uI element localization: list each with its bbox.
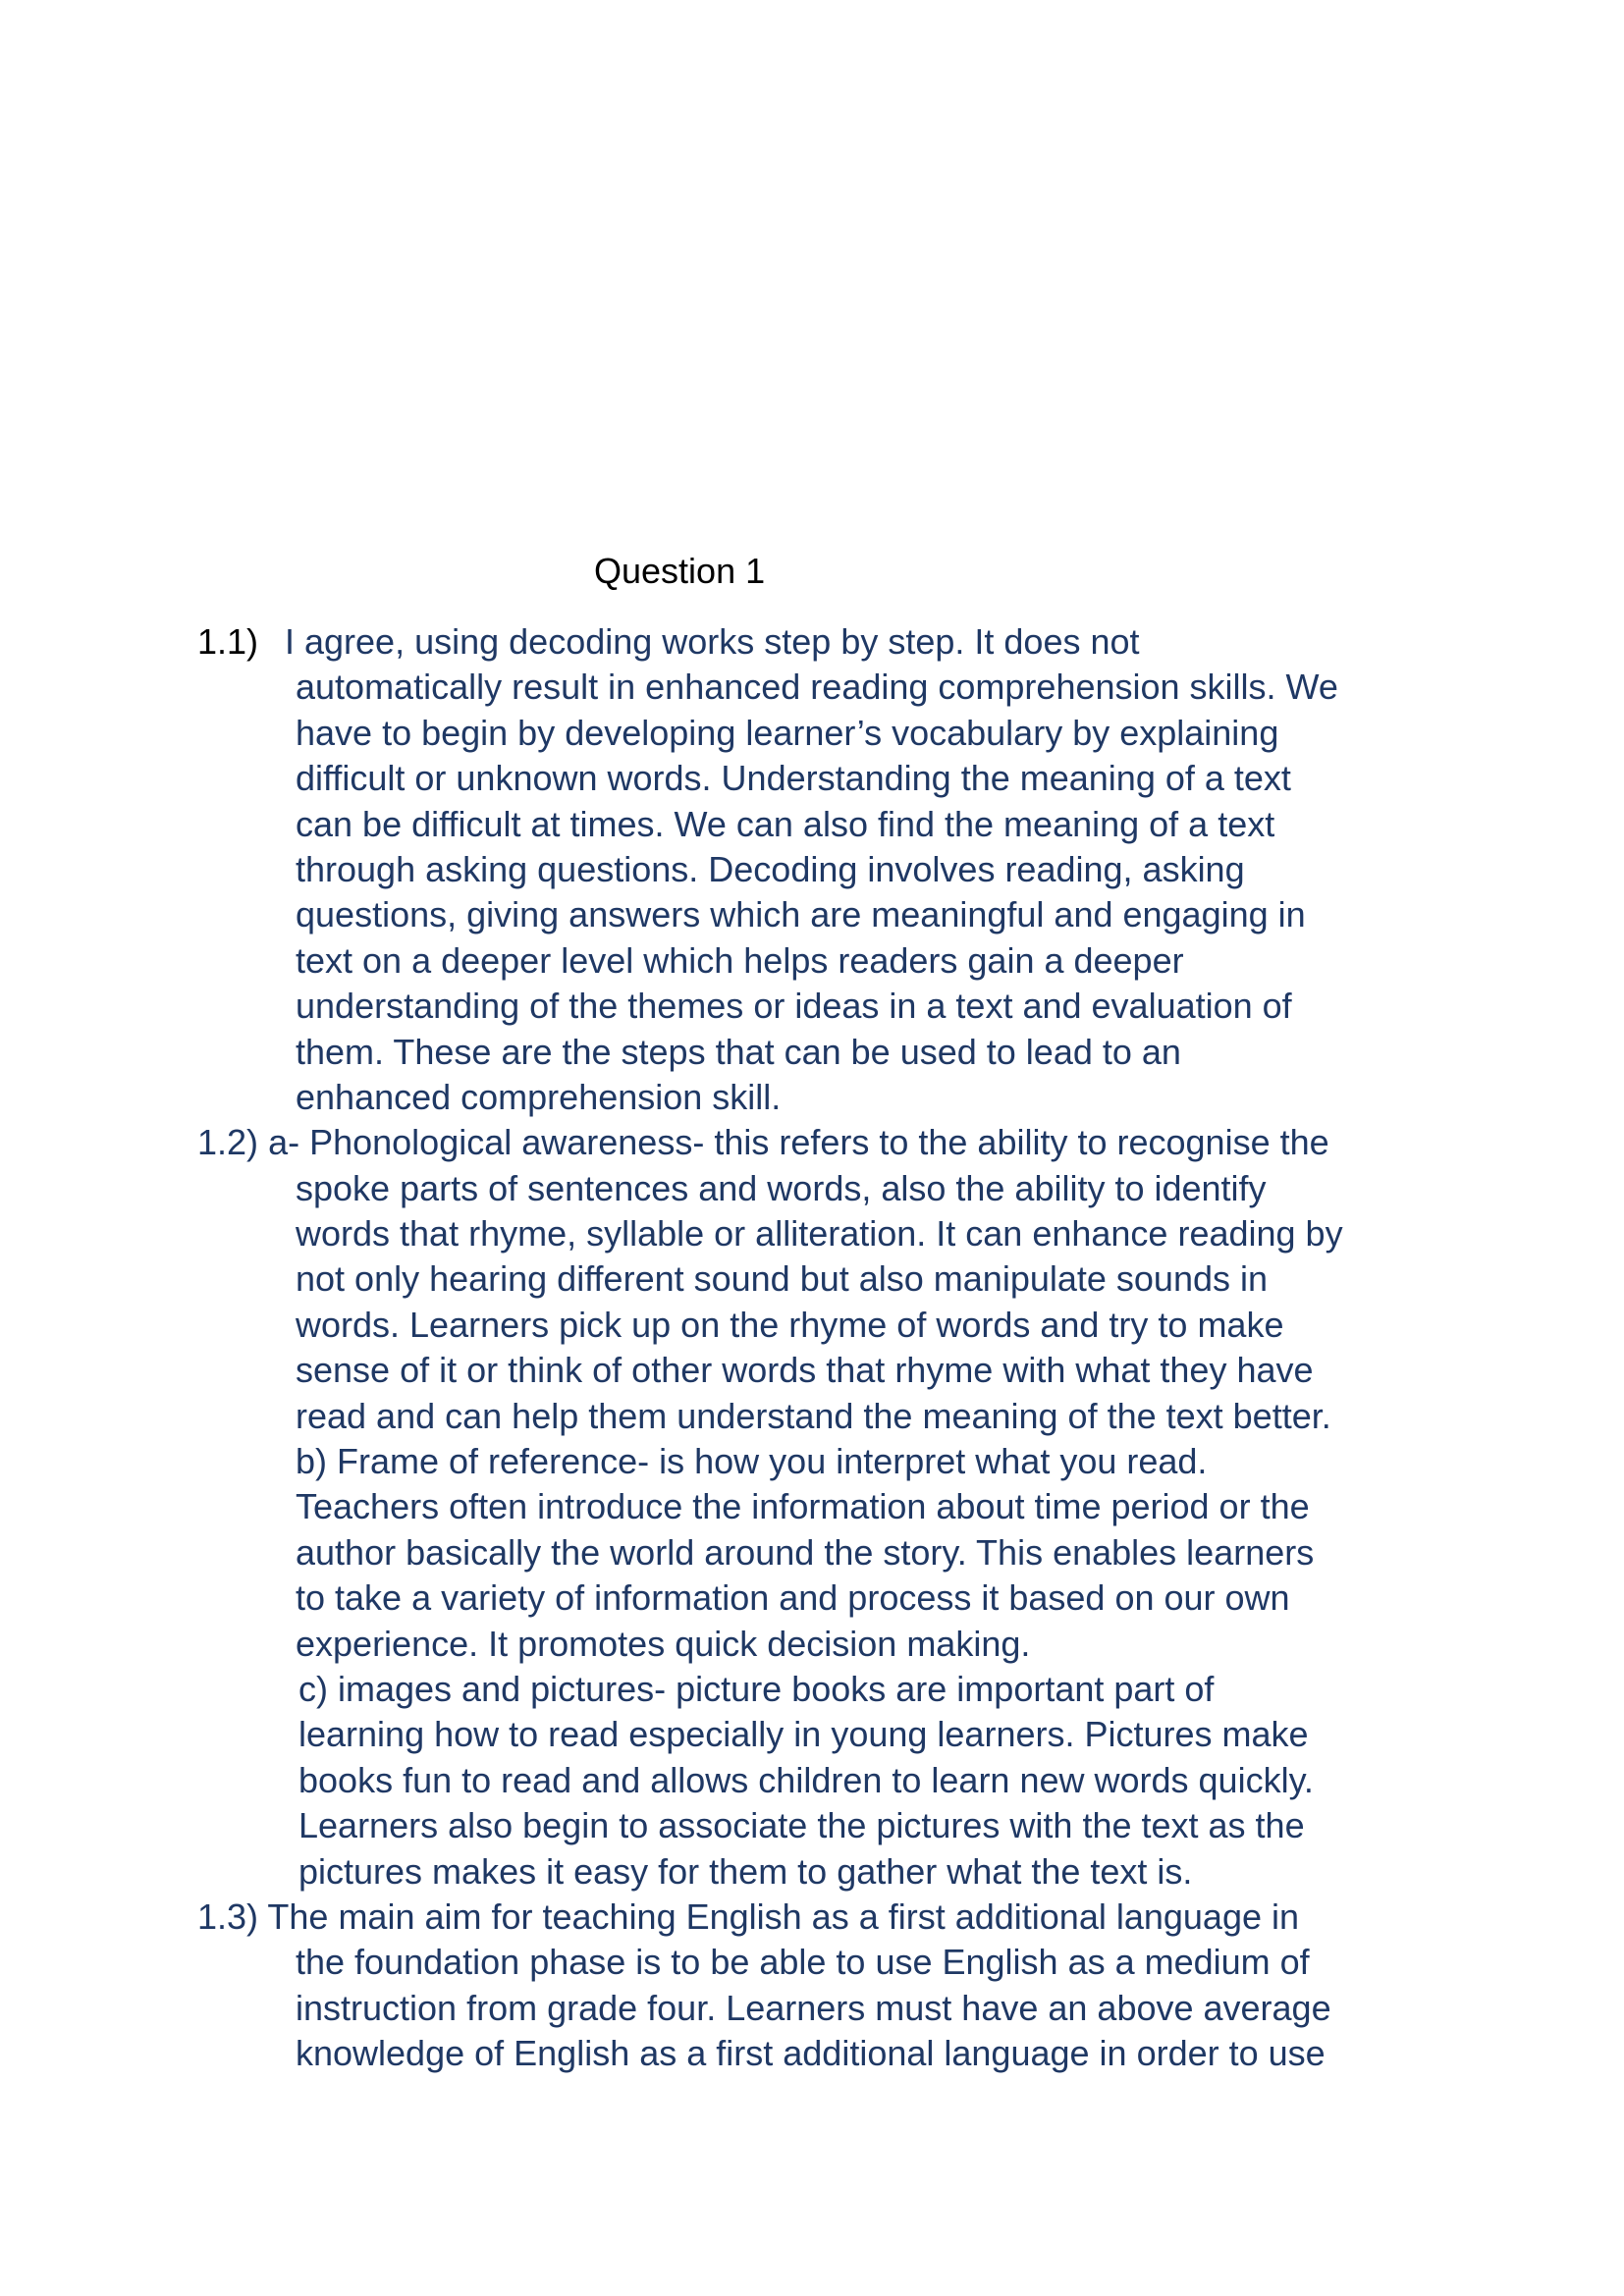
answer-1-2c-line: c) images and pictures- picture books are important part of — [298, 1668, 1215, 1709]
answer-1-2-line — [0, 1120, 1624, 1165]
answer-1-1-line: understanding of the themes or ideas in a text and evaluation of — [296, 986, 1292, 1027]
answer-1-2c-line: pictures makes it easy for them to gather what the text is. — [298, 1850, 1193, 1892]
answer-1-3-line: the foundation phase is to be able to use English as a medium of — [296, 1942, 1310, 1983]
answer-1-2-line: read and can help them understand the meaning of the text better. — [296, 1395, 1331, 1436]
answer-1-2-line: b) Frame of reference- is how you interpret what you read. — [296, 1441, 1208, 1482]
answer-text: I agree, using decoding works step by step. It does not — [285, 621, 1140, 662]
answer-1-2-line: Teachers often introduce the information about time period or the — [296, 1486, 1310, 1527]
answer-1-1-line: questions, giving answers which are meaningful and engaging in — [296, 894, 1306, 935]
answer-1-1-line: automatically result in enhanced reading comprehension skills. We — [296, 667, 1338, 708]
answer-1-1-label: 1.1) — [197, 621, 259, 662]
answer-1-2-line: words. Learners pick up on the rhyme of words and try to make — [296, 1304, 1284, 1345]
answer-1-3-label: 1.3) — [197, 1896, 259, 1937]
answer-1-2-line: spoke parts of sentences and words, also the ability to identify — [296, 1167, 1267, 1208]
answer-1-2-line: not only hearing different sound but also manipulate sounds in — [296, 1258, 1269, 1300]
answer-1-3-line: instruction from grade four. Learners must have an above average — [296, 1987, 1331, 2028]
answer-1-2c-line: Learners also begin to associate the pictures with the text as the — [298, 1805, 1305, 1846]
answer-text: a- Phonological awareness- this refers to the ability to recognise the — [268, 1122, 1329, 1163]
answer-1-1-line: difficult or unknown words. Understanding the meaning of a text — [296, 758, 1291, 799]
answer-1-1-line — [0, 619, 1624, 665]
answer-1-1-line: can be difficult at times. We can also find the meaning of a text — [296, 803, 1275, 844]
answer-1-2-line: author basically the world around the story. This enables learners — [296, 1531, 1315, 1573]
page-title: Question 1 — [594, 551, 766, 591]
answer-1-2-line: to take a variety of information and process it based on our own — [296, 1577, 1290, 1619]
answer-1-1-line: them. These are the steps that can be used to lead to an — [296, 1031, 1181, 1072]
answer-text: The main aim for teaching English as a first additional language in — [267, 1896, 1300, 1937]
answer-1-2-line: experience. It promotes quick decision making. — [296, 1623, 1031, 1664]
document-body — [0, 619, 1624, 2077]
answer-1-1-line: have to begin by developing learner’s vocabulary by explaining — [296, 712, 1279, 753]
answer-1-2-label: 1.2) — [197, 1122, 259, 1163]
answer-1-2-line: sense of it or think of other words that rhyme with what they have — [296, 1350, 1314, 1391]
answer-1-1-line: through asking questions. Decoding involves reading, asking — [296, 848, 1245, 889]
answer-1-1-line: text on a deeper level which helps readers gain a deeper — [296, 939, 1184, 981]
answer-1-2c-line: books fun to read and allows children to learn new words quickly. — [298, 1759, 1314, 1800]
answer-1-2c-line: learning how to read especially in young learners. Pictures make — [298, 1714, 1309, 1755]
answer-1-3-line — [0, 1895, 1624, 1940]
answer-1-1-line: enhanced comprehension skill. — [296, 1076, 782, 1117]
answer-1-2-line: words that rhyme, syllable or alliteration. It can enhance reading by — [296, 1213, 1343, 1255]
answer-1-3-line: knowledge of English as a first additional language in order to use — [296, 2033, 1326, 2074]
